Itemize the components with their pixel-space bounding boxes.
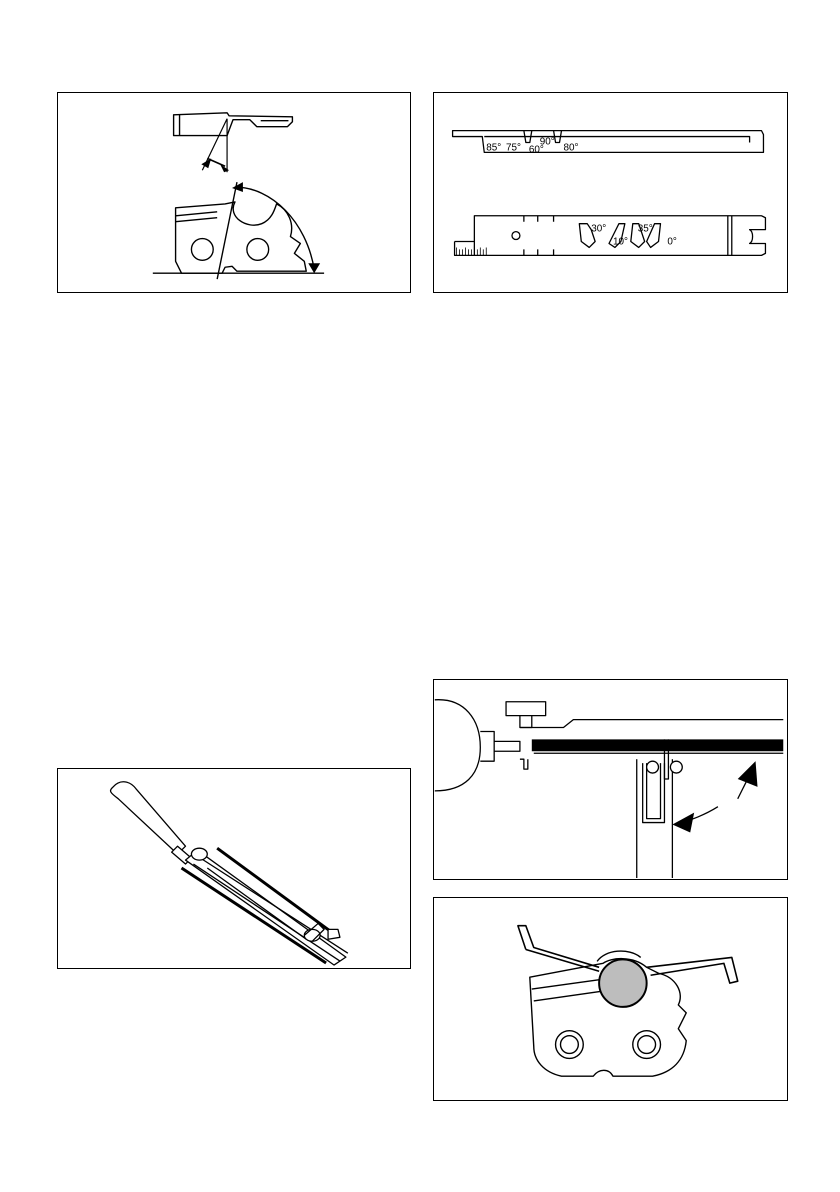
gauge-angle-10: 10° (612, 236, 628, 248)
figure-file-holder (57, 768, 411, 969)
filing-gauge-drawing (434, 93, 787, 292)
gauge-angle-60: 60° (528, 144, 544, 156)
file-position-drawing (434, 898, 787, 1100)
depth-gauge-drawing (434, 680, 787, 879)
gauge-angle-0: 0° (667, 236, 677, 248)
figure-file-position (433, 897, 788, 1101)
gauge-angle-80: 80° (563, 142, 579, 154)
figure-cutter-angles (57, 92, 411, 293)
gauge-angle-85: 85° (486, 142, 502, 154)
figure-filing-gauge (433, 92, 788, 293)
gauge-angle-35: 35° (637, 223, 653, 235)
gauge-angle-90: 90° (539, 136, 555, 148)
file-holder-drawing (58, 769, 410, 968)
gauge-angle-30: 30° (591, 223, 607, 235)
figure-depth-gauge-bar (433, 679, 788, 880)
cutter-angle-drawing (58, 93, 410, 292)
gauge-angle-75: 75° (506, 142, 522, 154)
